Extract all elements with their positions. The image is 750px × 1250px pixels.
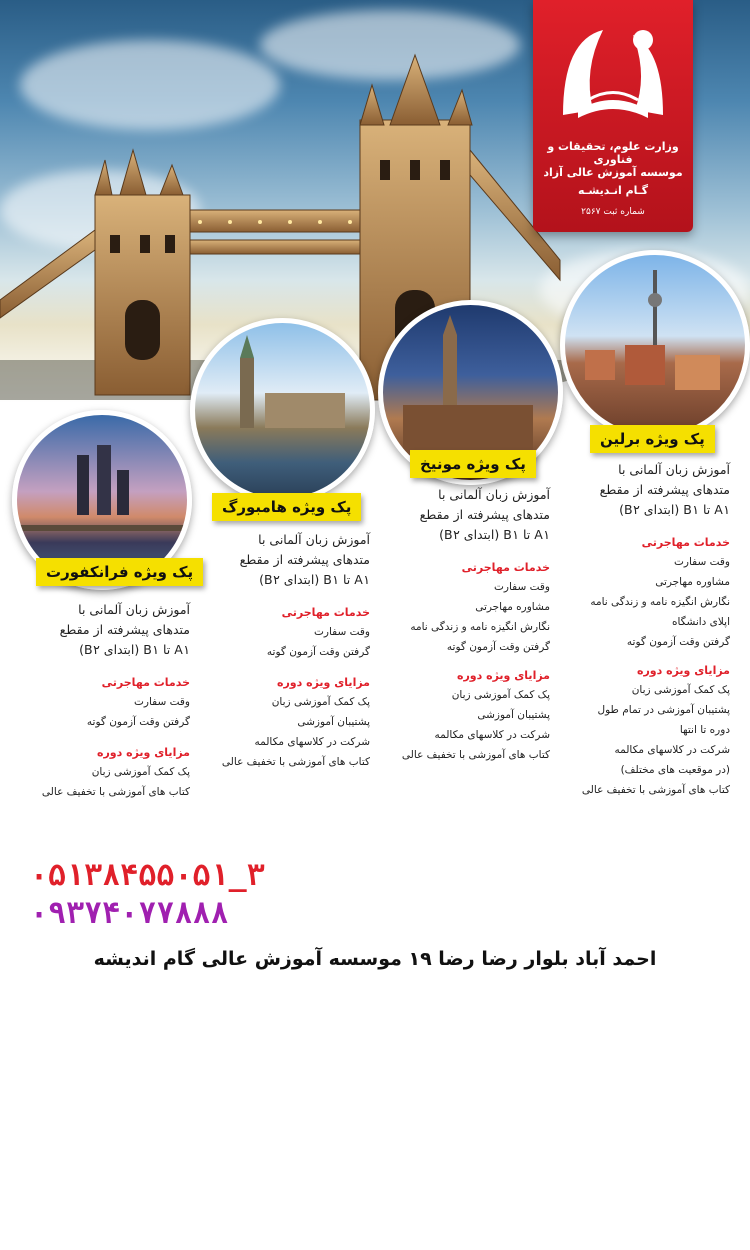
list-item: مشاوره مهاجرتی bbox=[655, 576, 730, 588]
list-item: پشتیبان آموزشی bbox=[477, 709, 550, 721]
list-item: وقت سفارت bbox=[313, 626, 370, 638]
list-item: کتاب های آموزشی با تخفیف عالی bbox=[401, 749, 550, 761]
list-item: پک کمک آموزشی زبان bbox=[91, 766, 190, 778]
list-item: گرفتن وقت آزمون گوته bbox=[86, 716, 190, 728]
description-line: آموزش زبان آلمانی با bbox=[258, 532, 370, 547]
list-item: پک کمک آموزشی زبان bbox=[451, 689, 550, 701]
services-heading: خدمات مهاجرتی bbox=[641, 536, 730, 549]
benefits-heading: مزایای ویژه دوره bbox=[636, 664, 730, 677]
description-line: A۱ تا B۱ (ابتدای B۲) bbox=[619, 502, 730, 517]
benefits-heading: مزایای ویژه دوره bbox=[456, 669, 550, 682]
institute-name-line1: موسسه آموزش عالی آزاد bbox=[543, 166, 683, 179]
list-item: (در موقعیت های مختلف) bbox=[620, 764, 730, 776]
description-line: متدهای پیشرفته از مقطع bbox=[59, 622, 190, 637]
description-line: متدهای پیشرفته از مقطع bbox=[239, 552, 370, 567]
list-item: وقت سفارت bbox=[673, 556, 730, 568]
description-line: آموزش زبان آلمانی با bbox=[618, 462, 730, 477]
list-item: کتاب های آموزشی با تخفیف عالی bbox=[41, 786, 190, 798]
list-item: شرکت در کلاسهای مکالمه bbox=[434, 729, 550, 741]
list-item: اپلای دانشگاه bbox=[671, 616, 730, 628]
mobile-phone-number[interactable]: ۰۹۳۷۴۰۷۷۸۸۸ bbox=[30, 896, 229, 931]
list-item: مشاوره مهاجرتی bbox=[475, 601, 550, 613]
hamburg-city-photo bbox=[190, 318, 375, 503]
benefits-heading: مزایای ویژه دوره bbox=[276, 676, 370, 689]
book-person-logo-icon bbox=[533, 0, 693, 135]
description-line: A۱ تا B۱ (ابتدای B۲) bbox=[259, 572, 370, 587]
list-item: پک کمک آموزشی زبان bbox=[631, 684, 730, 696]
package-title-berlin: پک ویژه برلین bbox=[590, 425, 715, 453]
registration-number: شماره ثبت ۲۵۶۷ bbox=[581, 207, 645, 217]
package-details-frankfurt bbox=[20, 600, 190, 802]
description-line: متدهای پیشرفته از مقطع bbox=[419, 507, 550, 522]
description-line: آموزش زبان آلمانی با bbox=[78, 602, 190, 617]
description-line: A۱ تا B۱ (ابتدای B۲) bbox=[79, 642, 190, 657]
list-item: کتاب های آموزشی با تخفیف عالی bbox=[581, 784, 730, 796]
services-heading: خدمات مهاجرتی bbox=[281, 606, 370, 619]
description-line: متدهای پیشرفته از مقطع bbox=[599, 482, 730, 497]
list-item: گرفتن وقت آزمون گوته bbox=[626, 636, 730, 648]
package-details-berlin bbox=[555, 460, 730, 800]
list-item: گرفتن وقت آزمون گوته bbox=[266, 646, 370, 658]
package-description bbox=[380, 485, 550, 545]
berlin-city-photo bbox=[560, 250, 750, 440]
benefits-heading: مزایای ویژه دوره bbox=[96, 746, 190, 759]
package-title-frankfurt: پک ویژه فرانکفورت bbox=[36, 558, 203, 586]
list-item: گرفتن وقت آزمون گوته bbox=[446, 641, 550, 653]
institute-address: احمد آباد بلوار رضا رضا ۱۹ موسسه آموزش عالی گام اندیشه bbox=[93, 948, 657, 970]
services-heading: خدمات مهاجرتی bbox=[461, 561, 550, 574]
package-description bbox=[555, 460, 730, 520]
package-details-munich bbox=[380, 485, 550, 765]
list-item: نگارش انگیزه نامه و زندگی نامه bbox=[590, 596, 730, 608]
package-description bbox=[20, 600, 190, 660]
list-item: پک کمک آموزشی زبان bbox=[271, 696, 370, 708]
list-item: کتاب های آموزشی با تخفیف عالی bbox=[221, 756, 370, 768]
list-item: شرکت در کلاسهای مکالمه bbox=[614, 744, 730, 756]
list-item: وقت سفارت bbox=[133, 696, 190, 708]
list-item: نگارش انگیزه نامه و زندگی نامه bbox=[410, 621, 550, 633]
services-heading: خدمات مهاجرتی bbox=[101, 676, 190, 689]
list-item: پشتیبان آموزشی در تمام طول bbox=[597, 704, 730, 716]
description-line: A۱ تا B۱ (ابتدای B۲) bbox=[439, 527, 550, 542]
list-item: وقت سفارت bbox=[493, 581, 550, 593]
list-item: شرکت در کلاسهای مکالمه bbox=[254, 736, 370, 748]
description-line: آموزش زبان آلمانی با bbox=[438, 487, 550, 502]
landline-phone-number[interactable]: ۰۵۱۳۸۴۵۵۰۵۱_۳ bbox=[30, 858, 265, 893]
list-item: پشتیبان آموزشی bbox=[297, 716, 370, 728]
package-description bbox=[195, 530, 370, 590]
ministry-text: وزارت علوم، تحقیقات و فناوری bbox=[547, 140, 679, 166]
package-title-munich: پک ویژه مونیخ bbox=[410, 450, 536, 478]
institute-logo bbox=[533, 0, 693, 232]
list-item: دوره تا انتها bbox=[679, 724, 730, 736]
package-title-hamburg: پک ویژه هامبورگ bbox=[212, 493, 361, 521]
package-details-hamburg bbox=[195, 530, 370, 772]
institute-name-line2: گـام انـدیشـه bbox=[578, 184, 648, 197]
